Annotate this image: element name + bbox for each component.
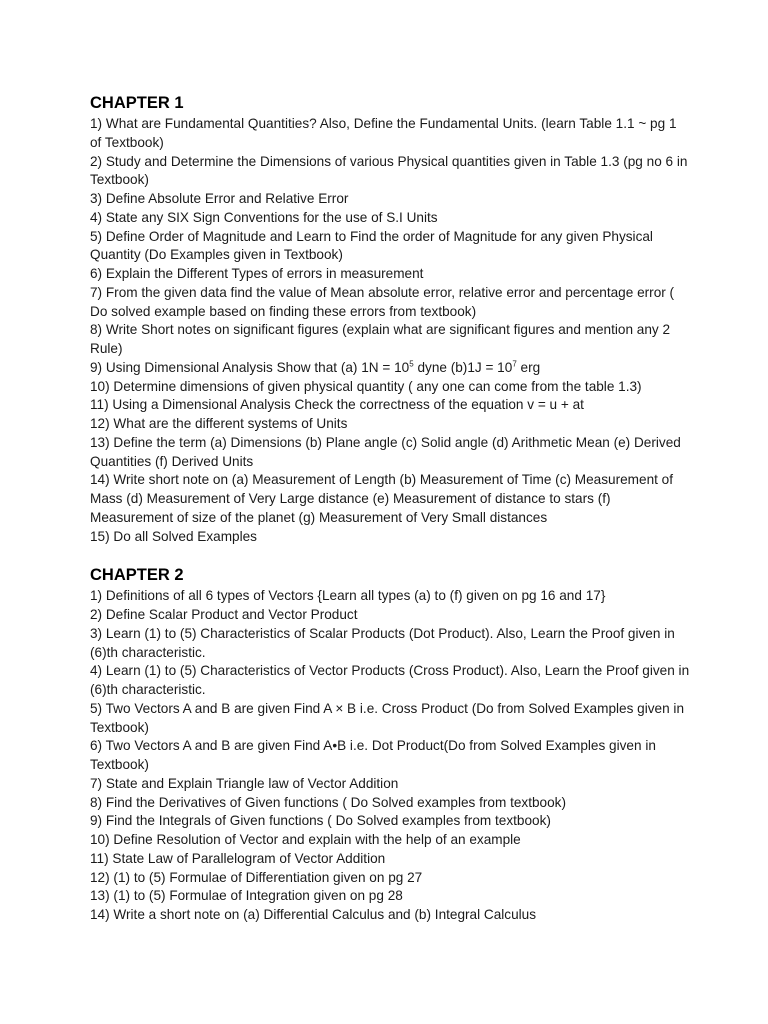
exponent: 7 <box>512 359 517 369</box>
exponent: 5 <box>409 359 414 369</box>
list-item: 8) Write Short notes on significant figures (explain what are significant figures and mention any 2 Rule) <box>90 322 671 356</box>
list-item: 10) Determine dimensions of given physical quantity ( any one can come from the table 1.3) <box>90 378 642 394</box>
list-item: 5) Define Order of Magnitude and Learn to Find the order of Magnitude for any given Physical Quantity (Do Examples given in Textbook) <box>90 228 653 263</box>
list-item: 3) Define Absolute Error and Relative Error <box>90 191 349 206</box>
list-item: 9) Using Dimensional Analysis Show that (a) $1N = 10^5$ dyne $(b)1J = 10^7$ erg <box>90 359 541 375</box>
list-item: 1) What are Fundamental Quantities? Also, Define the Fundamental Units. (learn Table 1.1 ~ pg 1 of Textbook) <box>90 116 677 150</box>
list-item: 4) Learn (1) to (5) Characteristics of Vector Products (Cross Product). Also, Learn the Proof given in (6)th characteristic. <box>90 663 690 697</box>
list-item: 13) (1) to (5) Formulae of Integration given on pg 28 <box>90 888 403 904</box>
chapter-1-heading: CHAPTER 1 <box>90 94 184 112</box>
list-item: 12) (1) to (5) Formulae of Differentiation given on pg 27 <box>90 869 423 885</box>
chapter-1-section <box>90 93 690 546</box>
list-item: 11) Using a Dimensional Analysis Check the correctness of the equation v = u + at <box>90 397 584 413</box>
chapter-2-section <box>90 565 690 925</box>
list-item: 6) Two Vectors A and B are given Find A•B i.e. Dot Product(Do from Solved Examples given in Textbook) <box>90 738 656 772</box>
list-item: 15) Do all Solved Examples <box>90 528 257 544</box>
document-page <box>90 93 690 925</box>
list-item: 2) Define Scalar Product and Vector Product <box>90 607 358 622</box>
chapter-2-question-list <box>90 587 690 925</box>
list-item: 10) Define Resolution of Vector and explain with the help of an example <box>90 832 521 847</box>
list-item: 14) Write a short note on (a) Differential Calculus and (b) Integral Calculus <box>90 907 537 922</box>
chapter-2-heading: CHAPTER 2 <box>90 566 184 585</box>
list-item: 5) Two Vectors A and B are given Find A × B i.e. Cross Product (Do from Solved Examples given in Textbook) <box>90 700 685 735</box>
list-item: 2) Study and Determine the Dimensions of various Physical quantities given in Table 1.3 (pg no 6 in Textbook) <box>90 153 688 188</box>
list-item: 3) Learn (1) to (5) Characteristics of Scalar Products (Dot Product). Also, Learn the Proof given in (6)th characteristic. <box>90 625 675 660</box>
list-item: 8) Find the Derivatives of Given functions ( Do Solved examples from textbook) <box>90 794 566 810</box>
list-item: 6) Explain the Different Types of errors in measurement <box>90 266 424 281</box>
list-item: 13) Define the term (a) Dimensions (b) Plane angle (c) Solid angle (d) Arithmetic Mean (e) Derived Quantities (f) Derived Units <box>90 434 681 469</box>
list-item: 9) Find the Integrals of Given functions ( Do Solved examples from textbook) <box>90 813 551 829</box>
list-item: 12) What are the different systems of Units <box>90 416 348 431</box>
chapter-1-question-list <box>90 115 690 546</box>
list-item: 1) Definitions of all 6 types of Vectors {Learn all types (a) to (f) given on pg 16 and 17} <box>90 588 606 604</box>
list-item: 14) Write short note on (a) Measurement of Length (b) Measurement of Time (c) Measurement of Mass (d) Measurement of Very Large distance (e) Measurement of distance to stars (f) Measurement of size of the planet (g) Measurement of Very Small distances <box>90 472 674 525</box>
list-item: 7) State and Explain Triangle law of Vector Addition <box>90 775 399 791</box>
list-item: 11) State Law of Parallelogram of Vector Addition <box>90 850 386 866</box>
list-item: 4) State any SIX Sign Conventions for the use of S.I Units <box>90 209 438 225</box>
list-item: 7) From the given data find the value of Mean absolute error, relative error and percentage error ( Do solved example based on finding these errors from textbook) <box>90 284 675 319</box>
